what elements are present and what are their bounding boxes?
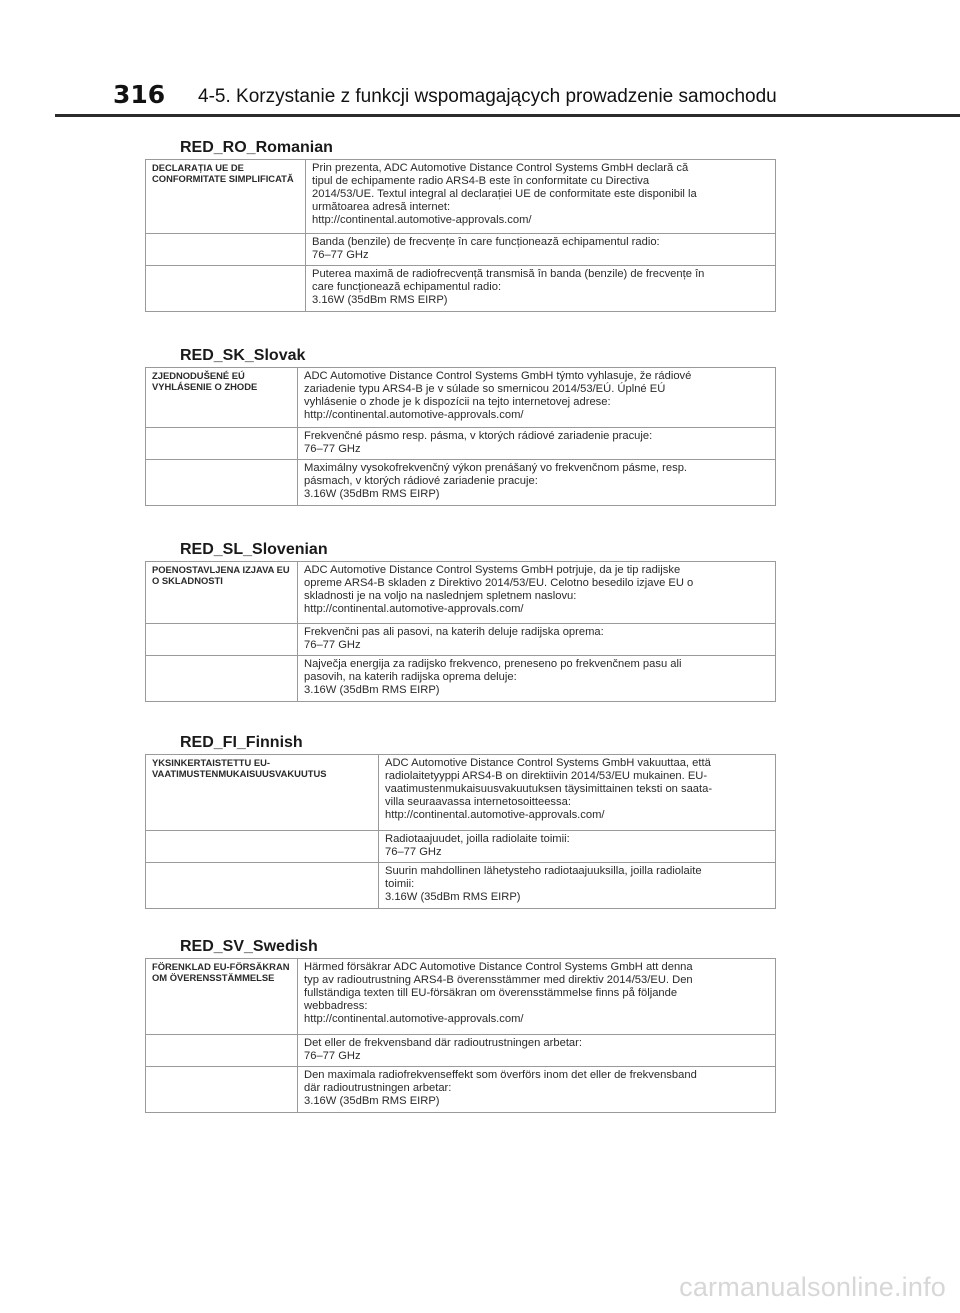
- text-line: toimii:: [385, 878, 415, 890]
- site-watermark: carmanualsonline.info: [679, 1272, 946, 1302]
- table-row: [146, 1035, 776, 1067]
- text-line: Banda (benzile) de frecvențe în care funcționează echipamentul radio:: [312, 236, 660, 248]
- text-line: Puterea maximă de radiofrecvență transmisă în banda (benzile) de frecvențe în: [312, 268, 705, 280]
- text-line: Radiotaajuudet, joilla radiolaite toimii:: [385, 833, 570, 845]
- text-line: ADC Automotive Distance Control Systems GmbH týmto vyhlasuje, že rádiové: [304, 370, 692, 382]
- section-swedish: [145, 936, 775, 1113]
- text-line: următoarea adresă internet:: [312, 201, 451, 213]
- text-line: 3.16W (35dBm RMS EIRP): [304, 488, 440, 500]
- table-row: [146, 460, 776, 506]
- declaration-text: [298, 562, 776, 624]
- text-line: http://continental.automotive-approvals.com/: [312, 214, 532, 226]
- text-line: zariadenie typu ARS4-B je v súlade so smernicou 2014/53/EÚ. Úplné EÚ: [304, 383, 666, 395]
- declaration-table: [145, 561, 776, 702]
- table-row: [146, 428, 776, 460]
- table-row: [146, 755, 776, 831]
- max-power: [298, 656, 776, 702]
- text-line: 3.16W (35dBm RMS EIRP): [304, 684, 440, 696]
- section-title: RED_SV_Swedish: [180, 938, 318, 955]
- text-line: http://continental.automotive-approvals.com/: [304, 1013, 524, 1025]
- max-power: [306, 266, 776, 312]
- frequency-band: [379, 831, 776, 863]
- declaration-table: [145, 367, 776, 506]
- declaration-table: [145, 159, 776, 312]
- table-row: [146, 160, 776, 234]
- section-title: RED_RO_Romanian: [180, 139, 333, 156]
- chapter-title: 4-5. Korzystanie z funkcji wspomagających prowadzenie samochodu: [198, 86, 777, 107]
- text-line: http://continental.automotive-approvals.com/: [304, 409, 524, 421]
- text-line: Det eller de frekvensband där radioutrustningen arbetar:: [304, 1037, 582, 1049]
- empty-cell: [146, 1067, 298, 1113]
- text-line: pasovih, na katerih radijska oprema deluje:: [304, 671, 517, 683]
- table-row: [146, 266, 776, 312]
- text-line: Den maximala radiofrekvenseffekt som överförs inom det eller de frekvensband: [304, 1069, 697, 1081]
- empty-cell: [146, 863, 379, 909]
- frequency-band: [298, 428, 776, 460]
- declaration-label: DECLARAȚIA UE DE CONFORMITATE SIMPLIFICATĂ: [146, 160, 306, 234]
- declaration-text: [306, 160, 776, 234]
- text-line: care funcționează echipamentul radio:: [312, 281, 502, 293]
- text-line: där radioutrustningen arbetar:: [304, 1082, 452, 1094]
- text-line: 76–77 GHz: [304, 639, 361, 651]
- frequency-band: [306, 234, 776, 266]
- frequency-band: [298, 1035, 776, 1067]
- frequency-band: [298, 624, 776, 656]
- text-line: Največja energija za radijsko frekvenco, preneseno po frekvenčnem pasu ali: [304, 658, 682, 670]
- empty-cell: [146, 428, 298, 460]
- section-title: RED_SK_Slovak: [180, 347, 306, 364]
- text-line: tipul de echipamente radio ARS4-B este în conformitate cu Directiva: [312, 175, 650, 187]
- text-line: 76–77 GHz: [304, 443, 361, 455]
- text-line: Maximálny vysokofrekvenčný výkon prenášaný vo frekvenčnom pásme, resp.: [304, 462, 688, 474]
- table-row: [146, 863, 776, 909]
- text-line: Frekvenčni pas ali pasovi, na katerih deluje radijska oprema:: [304, 626, 604, 638]
- section-finnish: [145, 732, 775, 909]
- text-line: Prin prezenta, ADC Automotive Distance Control Systems GmbH declară că: [312, 162, 689, 174]
- text-line: typ av radioutrustning ARS4-B överensstämmer med direktiv 2014/53/EU. Den: [304, 974, 693, 986]
- table-row: [146, 624, 776, 656]
- header-rule: [55, 114, 960, 117]
- text-line: radiolaitetyyppi ARS4-B on direktiivin 2014/53/EU mukainen. EU-: [385, 770, 708, 782]
- section-romanian: [145, 137, 775, 312]
- empty-cell: [146, 656, 298, 702]
- text-line: Suurin mahdollinen lähetysteho radiotaajuuksilla, joilla radiolaite: [385, 865, 702, 877]
- text-line: webbadress:: [304, 1000, 368, 1012]
- declaration-text: [379, 755, 776, 831]
- text-line: 3.16W (35dBm RMS EIRP): [312, 294, 448, 306]
- text-line: vyhlásenie o zhode je k dispozícii na tejto internetovej adrese:: [304, 396, 611, 408]
- text-line: 3.16W (35dBm RMS EIRP): [304, 1095, 440, 1107]
- text-line: ADC Automotive Distance Control Systems GmbH potrjuje, da je tip radijske: [304, 564, 681, 576]
- section-title: RED_SL_Slovenian: [180, 541, 328, 558]
- text-line: Frekvenčné pásmo resp. pásma, v ktorých rádiové zariadenie pracuje:: [304, 430, 653, 442]
- table-row: [146, 656, 776, 702]
- text-line: http://continental.automotive-approvals.com/: [385, 809, 605, 821]
- text-line: skladnosti je na voljo na naslednjem spletnem naslovu:: [304, 590, 577, 602]
- table-row: [146, 1067, 776, 1113]
- empty-cell: [146, 624, 298, 656]
- declaration-label: ZJEDNODUŠENÉ EÚ VYHLÁSENIE O ZHODE: [146, 368, 298, 428]
- text-line: 2014/53/UE. Textul integral al declarației UE de conformitate este disponibil la: [312, 188, 697, 200]
- declaration-label: YKSINKERTAISTETTU EU-VAATIMUSTENMUKAISUUSVAKUUTUS: [146, 755, 379, 831]
- text-line: http://continental.automotive-approvals.com/: [304, 603, 524, 615]
- declaration-text: [298, 959, 776, 1035]
- text-line: fullständiga texten till EU-försäkran om överensstämmelse finns på följande: [304, 987, 678, 999]
- max-power: [379, 863, 776, 909]
- empty-cell: [146, 1035, 298, 1067]
- text-line: Härmed försäkrar ADC Automotive Distance Control Systems GmbH att denna: [304, 961, 693, 973]
- text-line: 76–77 GHz: [312, 249, 369, 261]
- table-row: [146, 959, 776, 1035]
- declaration-table: [145, 754, 776, 909]
- empty-cell: [146, 234, 306, 266]
- section-slovenian: [145, 539, 775, 702]
- max-power: [298, 460, 776, 506]
- text-line: villa seuraavassa internetosoitteessa:: [385, 796, 571, 808]
- declaration-text: [298, 368, 776, 428]
- table-row: [146, 831, 776, 863]
- empty-cell: [146, 831, 379, 863]
- text-line: 3.16W (35dBm RMS EIRP): [385, 891, 521, 903]
- section-slovak: [145, 345, 775, 506]
- text-line: vaatimustenmukaisuusvakuutuksen täysimittainen teksti on saata-: [385, 783, 713, 795]
- text-line: 76–77 GHz: [385, 846, 442, 858]
- empty-cell: [146, 266, 306, 312]
- text-line: 76–77 GHz: [304, 1050, 361, 1062]
- page-header: [0, 0, 960, 117]
- text-line: pásmach, v ktorých rádiové zariadenie pracuje:: [304, 475, 538, 487]
- max-power: [298, 1067, 776, 1113]
- declaration-label: FÖRENKLAD EU-FÖRSÄKRAN OM ÖVERENSSTÄMMELSE: [146, 959, 298, 1035]
- text-line: opreme ARS4-B skladen z Direktivo 2014/53/EU. Celotno besedilo izjave EU o: [304, 577, 694, 589]
- table-row: [146, 368, 776, 428]
- text-line: ADC Automotive Distance Control Systems GmbH vakuuttaa, että: [385, 757, 711, 769]
- empty-cell: [146, 460, 298, 506]
- table-row: [146, 234, 776, 266]
- declaration-label: POENOSTAVLJENA IZJAVA EU O SKLADNOSTI: [146, 562, 298, 624]
- declaration-table: [145, 958, 776, 1113]
- table-row: [146, 562, 776, 624]
- page-number: 316: [113, 80, 166, 109]
- section-title: RED_FI_Finnish: [180, 734, 303, 751]
